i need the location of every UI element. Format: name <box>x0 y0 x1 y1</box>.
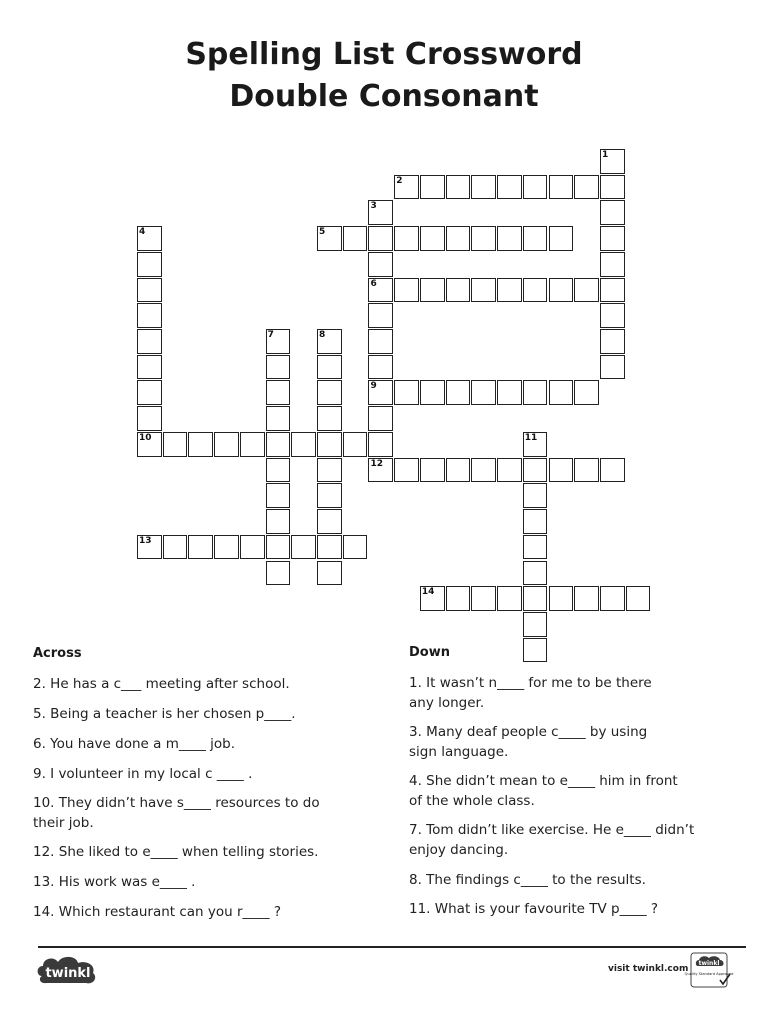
badge-caption: Quality Standard Approved <box>684 972 734 976</box>
crossword-cell[interactable] <box>523 612 548 637</box>
crossword-cell[interactable] <box>523 509 548 534</box>
crossword-cell[interactable] <box>343 432 368 457</box>
down-clue <box>409 820 694 860</box>
crossword-cell[interactable] <box>368 380 393 405</box>
crossword-cell[interactable] <box>497 380 522 405</box>
crossword-cell[interactable] <box>266 380 291 405</box>
across-clue <box>33 704 296 724</box>
crossword-cell[interactable] <box>523 561 548 586</box>
crossword-cell[interactable] <box>394 278 419 303</box>
clue-line: 7. Tom didn’t like exercise. He e____ didn’t <box>409 822 695 838</box>
logo-text: twinkl <box>45 966 91 981</box>
crossword-cell[interactable] <box>343 535 368 560</box>
crossword-cell[interactable] <box>317 509 342 534</box>
across-clue <box>33 842 318 862</box>
crossword-cell[interactable] <box>317 561 342 586</box>
crossword-cell[interactable] <box>240 432 265 457</box>
across-heading: Across <box>33 646 82 661</box>
crossword-cell[interactable] <box>446 278 471 303</box>
down-clue <box>409 870 646 890</box>
crossword-cell[interactable] <box>266 509 291 534</box>
clue-line: 14. Which restaurant can you r____ ? <box>33 904 282 920</box>
crossword-cell[interactable] <box>549 380 574 405</box>
crossword-cell[interactable] <box>574 278 599 303</box>
crossword-cell[interactable] <box>188 535 213 560</box>
down-clue <box>409 722 647 762</box>
crossword-cell[interactable] <box>420 458 445 483</box>
clue-number: 3 <box>370 201 377 212</box>
crossword-cell[interactable] <box>471 175 496 200</box>
crossword-cell[interactable] <box>137 252 162 277</box>
crossword-cell[interactable] <box>266 432 291 457</box>
crossword-cell[interactable] <box>368 406 393 431</box>
crossword-cell[interactable] <box>163 535 188 560</box>
crossword-cell[interactable] <box>574 586 599 611</box>
across-clue <box>33 734 235 754</box>
title-line-2: Double Consonant <box>229 79 539 114</box>
clue-number: 10 <box>139 432 152 443</box>
crossword-cell[interactable] <box>549 458 574 483</box>
badge-brand: twinkl <box>698 960 720 967</box>
crossword-cell[interactable] <box>317 226 342 251</box>
crossword-cell[interactable] <box>420 380 445 405</box>
clue-number: 6 <box>370 278 377 289</box>
crossword-cell[interactable] <box>266 406 291 431</box>
crossword-cell[interactable] <box>137 226 162 251</box>
crossword-cell[interactable] <box>291 432 316 457</box>
clue-line: their job. <box>33 815 94 831</box>
clue-number: 5 <box>319 227 326 238</box>
across-clue <box>33 902 281 922</box>
quality-badge-icon <box>684 952 734 990</box>
clue-number: 2 <box>396 175 403 186</box>
clue-number: 13 <box>139 535 152 546</box>
crossword-cell[interactable] <box>317 329 342 354</box>
crossword-cell[interactable] <box>317 483 342 508</box>
crossword-cell[interactable] <box>497 226 522 251</box>
across-clue <box>33 674 290 694</box>
clue-line: 5. Being a teacher is her chosen p____. <box>33 706 296 722</box>
crossword-cell[interactable] <box>266 458 291 483</box>
clue-line: enjoy dancing. <box>409 842 509 858</box>
crossword-cell[interactable] <box>240 535 265 560</box>
crossword-cell[interactable] <box>600 226 625 251</box>
crossword-cell[interactable] <box>368 458 393 483</box>
crossword-cell[interactable] <box>368 252 393 277</box>
crossword-cell[interactable] <box>497 458 522 483</box>
crossword-cell[interactable] <box>600 458 625 483</box>
crossword-cell[interactable] <box>600 175 625 200</box>
crossword-cell[interactable] <box>574 458 599 483</box>
clue-line: 8. The findings c____ to the results. <box>409 872 646 888</box>
crossword-cell[interactable] <box>600 303 625 328</box>
across-clue <box>33 872 195 892</box>
clue-line: 4. She didn’t mean to e____ him in front <box>409 773 678 789</box>
crossword-cell[interactable] <box>471 380 496 405</box>
crossword-cell[interactable] <box>471 226 496 251</box>
crossword-cell[interactable] <box>523 586 548 611</box>
crossword-cell[interactable] <box>137 380 162 405</box>
clue-number: 12 <box>370 458 383 469</box>
crossword-cell[interactable] <box>523 278 548 303</box>
crossword-cell[interactable] <box>549 226 574 251</box>
clue-number: 14 <box>421 587 435 598</box>
crossword-cell[interactable] <box>600 278 625 303</box>
crossword-cell[interactable] <box>137 535 162 560</box>
crossword-cell[interactable] <box>523 226 548 251</box>
crossword-cell[interactable] <box>317 432 342 457</box>
crossword-cell[interactable] <box>446 175 471 200</box>
crossword-cell[interactable] <box>343 226 368 251</box>
crossword-cell[interactable] <box>420 586 445 611</box>
down-clue <box>409 673 652 713</box>
clue-number: 7 <box>267 330 274 341</box>
crossword-cell[interactable] <box>317 535 342 560</box>
crossword-cell[interactable] <box>368 200 393 225</box>
crossword-cell[interactable] <box>549 175 574 200</box>
crossword-cell[interactable] <box>137 303 162 328</box>
crossword-cell[interactable] <box>600 329 625 354</box>
clue-line: 6. You have done a m____ job. <box>33 736 236 752</box>
clue-line: 1. It wasn’t n____ for me to be there <box>409 675 652 691</box>
crossword-cell[interactable] <box>523 535 548 560</box>
crossword-cell[interactable] <box>600 355 625 380</box>
clue-number: 8 <box>319 330 326 341</box>
crossword-cell[interactable] <box>574 175 599 200</box>
clue-line: sign language. <box>409 744 509 760</box>
twinkl-logo <box>36 952 100 988</box>
clue-line: of the whole class. <box>409 793 535 809</box>
crossword-cell[interactable] <box>523 380 548 405</box>
crossword-cell[interactable] <box>137 355 162 380</box>
crossword-cell[interactable] <box>446 380 471 405</box>
crossword-cell[interactable] <box>137 432 162 457</box>
clue-number: 9 <box>370 381 377 392</box>
crossword-cell[interactable] <box>163 432 188 457</box>
crossword-cell[interactable] <box>523 483 548 508</box>
crossword-cell[interactable] <box>471 278 496 303</box>
crossword-cell[interactable] <box>420 175 445 200</box>
crossword-cell[interactable] <box>523 458 548 483</box>
crossword-cell[interactable] <box>266 355 291 380</box>
crossword-cell[interactable] <box>266 535 291 560</box>
clue-line: 9. I volunteer in my local c ____ . <box>33 766 253 782</box>
clue-line: 12. She liked to e____ when telling stories. <box>33 844 319 860</box>
clue-number: 11 <box>524 432 538 443</box>
crossword-cell[interactable] <box>214 535 239 560</box>
crossword-cell[interactable] <box>137 329 162 354</box>
crossword-cell[interactable] <box>317 406 342 431</box>
crossword-cell[interactable] <box>394 226 419 251</box>
footer-divider <box>38 946 746 948</box>
crossword-cell[interactable] <box>523 175 548 200</box>
across-clue <box>33 793 320 833</box>
crossword-cell[interactable] <box>549 278 574 303</box>
clue-number: 1 <box>601 150 609 160</box>
crossword-cell[interactable] <box>266 483 291 508</box>
crossword-cell[interactable] <box>549 586 574 611</box>
title-line-1: Spelling List Crossword <box>185 37 583 72</box>
crossword-cell[interactable] <box>497 175 522 200</box>
visit-link[interactable]: visit twinkl.com <box>608 964 689 974</box>
crossword-cell[interactable] <box>266 561 291 586</box>
crossword-cell[interactable] <box>394 175 419 200</box>
crossword-cell[interactable] <box>368 278 393 303</box>
crossword-cell[interactable] <box>600 149 625 174</box>
crossword-cell[interactable] <box>446 586 471 611</box>
crossword-cell[interactable] <box>368 355 393 380</box>
crossword-cell[interactable] <box>446 458 471 483</box>
crossword-cell[interactable] <box>471 458 496 483</box>
crossword-cell[interactable] <box>214 432 239 457</box>
down-heading: Down <box>409 645 450 660</box>
crossword-cell[interactable] <box>600 252 625 277</box>
crossword-cell[interactable] <box>368 226 393 251</box>
crossword-cell[interactable] <box>368 432 393 457</box>
crossword-cell[interactable] <box>137 278 162 303</box>
clue-line: 13. His work was e____ . <box>33 874 196 890</box>
crossword-cell[interactable] <box>497 586 522 611</box>
crossword-cell[interactable] <box>523 638 548 663</box>
crossword-cell[interactable] <box>446 226 471 251</box>
crossword-cell[interactable] <box>188 432 213 457</box>
crossword-cell[interactable] <box>574 380 599 405</box>
clue-line: 10. They didn’t have s____ resources to do <box>33 795 320 811</box>
clue-line: 2. He has a c___ meeting after school. <box>33 676 290 692</box>
crossword-cell[interactable] <box>317 380 342 405</box>
clue-number: 4 <box>139 227 146 238</box>
crossword-cell[interactable] <box>137 406 162 431</box>
down-clue <box>409 899 658 919</box>
crossword-cell[interactable] <box>317 355 342 380</box>
crossword-cell[interactable] <box>394 458 419 483</box>
crossword-cell[interactable] <box>291 535 316 560</box>
crossword-cell[interactable] <box>420 226 445 251</box>
crossword-cell[interactable] <box>368 303 393 328</box>
crossword-cell[interactable] <box>420 278 445 303</box>
crossword-cell[interactable] <box>523 432 548 457</box>
down-clue <box>409 771 678 811</box>
crossword-cell[interactable] <box>600 200 625 225</box>
crossword-cell[interactable] <box>368 329 393 354</box>
clue-line: 11. What is your favourite TV p____ ? <box>409 901 659 917</box>
crossword-cell[interactable] <box>394 380 419 405</box>
crossword-cell[interactable] <box>626 586 651 611</box>
clue-line: 3. Many deaf people c____ by using <box>409 724 648 740</box>
crossword-cell[interactable] <box>471 586 496 611</box>
crossword-cell[interactable] <box>497 278 522 303</box>
across-clue <box>33 764 252 784</box>
clue-line: any longer. <box>409 695 485 711</box>
crossword-cell[interactable] <box>266 329 291 354</box>
crossword-cell[interactable] <box>600 586 625 611</box>
crossword-cell[interactable] <box>317 458 342 483</box>
